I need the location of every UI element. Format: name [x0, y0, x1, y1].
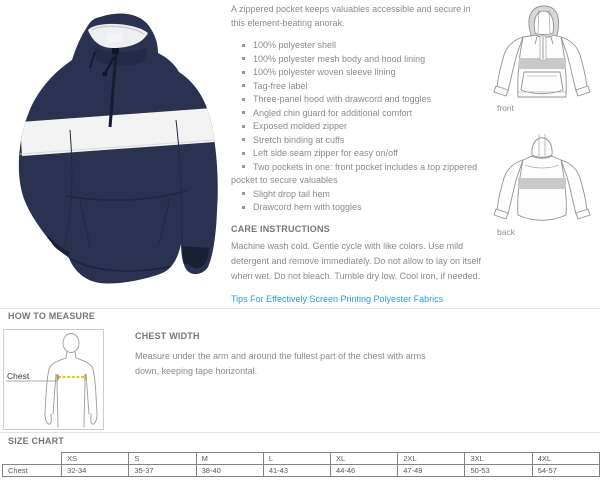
front-view-drawing: [492, 2, 592, 102]
divider: [0, 308, 600, 309]
size-chart-table: [2, 452, 600, 477]
size-chart-chest-row: [3, 465, 600, 477]
size-value-cell: 38-40: [196, 465, 263, 477]
anorak-jacket-image: [0, 0, 230, 305]
body-measure-figure: [4, 330, 103, 429]
size-value-cell: 54-57: [532, 465, 599, 477]
size-chart-header-row: [3, 453, 600, 465]
measure-diagram: [3, 329, 104, 430]
back-view-drawing: [492, 124, 592, 226]
feature-item: Tag-free label: [231, 80, 487, 94]
size-value-cell: 50-53: [465, 465, 532, 477]
size-value-cell: 47-49: [398, 465, 465, 477]
size-value-cell: 41-43: [263, 465, 330, 477]
care-instructions-text: Machine wash cold. Gentle cycle with like colors. Use mild detergent and remove immediately. Do not allow to lay on itself when wet. Do not bleach. Tumble dry low. Cool iron, if needed.: [231, 240, 481, 281]
chest-width-text: Measure under the arm and around the fullest part of the chest with arms down, keeping tape horizontal.: [135, 351, 426, 376]
bullet-icon: [242, 71, 245, 74]
chest-width-title: CHEST WIDTH: [135, 331, 200, 341]
bullet-icon: [242, 57, 245, 60]
size-row-label: Chest: [3, 465, 62, 477]
size-column-header: 4XL: [532, 453, 599, 465]
bullet-icon: [242, 138, 245, 141]
bullet-icon: [242, 125, 245, 128]
feature-item: Two pockets in one: front pocket includes a top zippered pocket to secure valuables: [231, 161, 478, 185]
how-to-measure-title: HOW TO MEASURE: [8, 311, 96, 321]
feature-item: 100% polyester woven sleeve lining: [231, 66, 487, 80]
size-chart-title: SIZE CHART: [8, 436, 64, 446]
bullet-icon: [242, 192, 245, 195]
size-value-cell: 35-37: [129, 465, 196, 477]
feature-item: Slight drop tail hem: [231, 188, 487, 202]
care-instructions-title: CARE INSTRUCTIONS: [231, 223, 330, 234]
feature-item: Drawcord hem with toggles: [231, 201, 487, 215]
anorak-back-sketch: [492, 124, 592, 226]
product-description: [231, 2, 487, 306]
bullet-icon: [242, 98, 245, 101]
product-intro: A zippered pocket keeps valuables accessible and secure in this element-beating anorak.: [231, 4, 471, 28]
size-column-header: 3XL: [465, 453, 532, 465]
bullet-icon: [242, 206, 245, 209]
bullet-icon: [242, 152, 245, 155]
size-column-header: S: [129, 453, 196, 465]
feature-item: Left side seam zipper for easy on/off: [231, 147, 487, 161]
feature-item: Exposed molded zipper: [231, 120, 487, 134]
feature-item: Three-panel hood with drawcord and toggles: [231, 93, 487, 107]
size-value-cell: 32-34: [62, 465, 129, 477]
size-column-header: L: [263, 453, 330, 465]
bullet-icon: [242, 44, 245, 47]
chest-diagram-label: Chest: [7, 371, 30, 381]
front-view-label: front: [497, 103, 515, 113]
bullet-icon: [242, 165, 245, 168]
size-chart-blank-cell: [3, 453, 62, 465]
bullet-icon: [242, 111, 245, 114]
size-column-header: XL: [331, 453, 398, 465]
bullet-icon: [242, 84, 245, 87]
product-photo: [0, 0, 230, 305]
feature-item: 100% polyester mesh body and hood lining: [231, 53, 487, 67]
size-column-header: 2XL: [398, 453, 465, 465]
measure-instructions: [135, 331, 430, 378]
size-column-header: M: [196, 453, 263, 465]
screen-printing-tips-link[interactable]: Tips For Effectively Screen Printing Polyester Fabrics: [231, 293, 444, 304]
anorak-front-sketch: [492, 2, 592, 102]
feature-item: 100% polyester shell: [231, 39, 487, 53]
size-column-header: XS: [62, 453, 129, 465]
size-value-cell: 44-46: [331, 465, 398, 477]
divider: [0, 432, 600, 433]
back-view-label: back: [497, 227, 515, 237]
feature-item: Angled chin guard for additional comfort: [231, 107, 487, 121]
feature-list: [231, 39, 487, 215]
feature-item: Stretch binding at cuffs: [231, 134, 487, 148]
